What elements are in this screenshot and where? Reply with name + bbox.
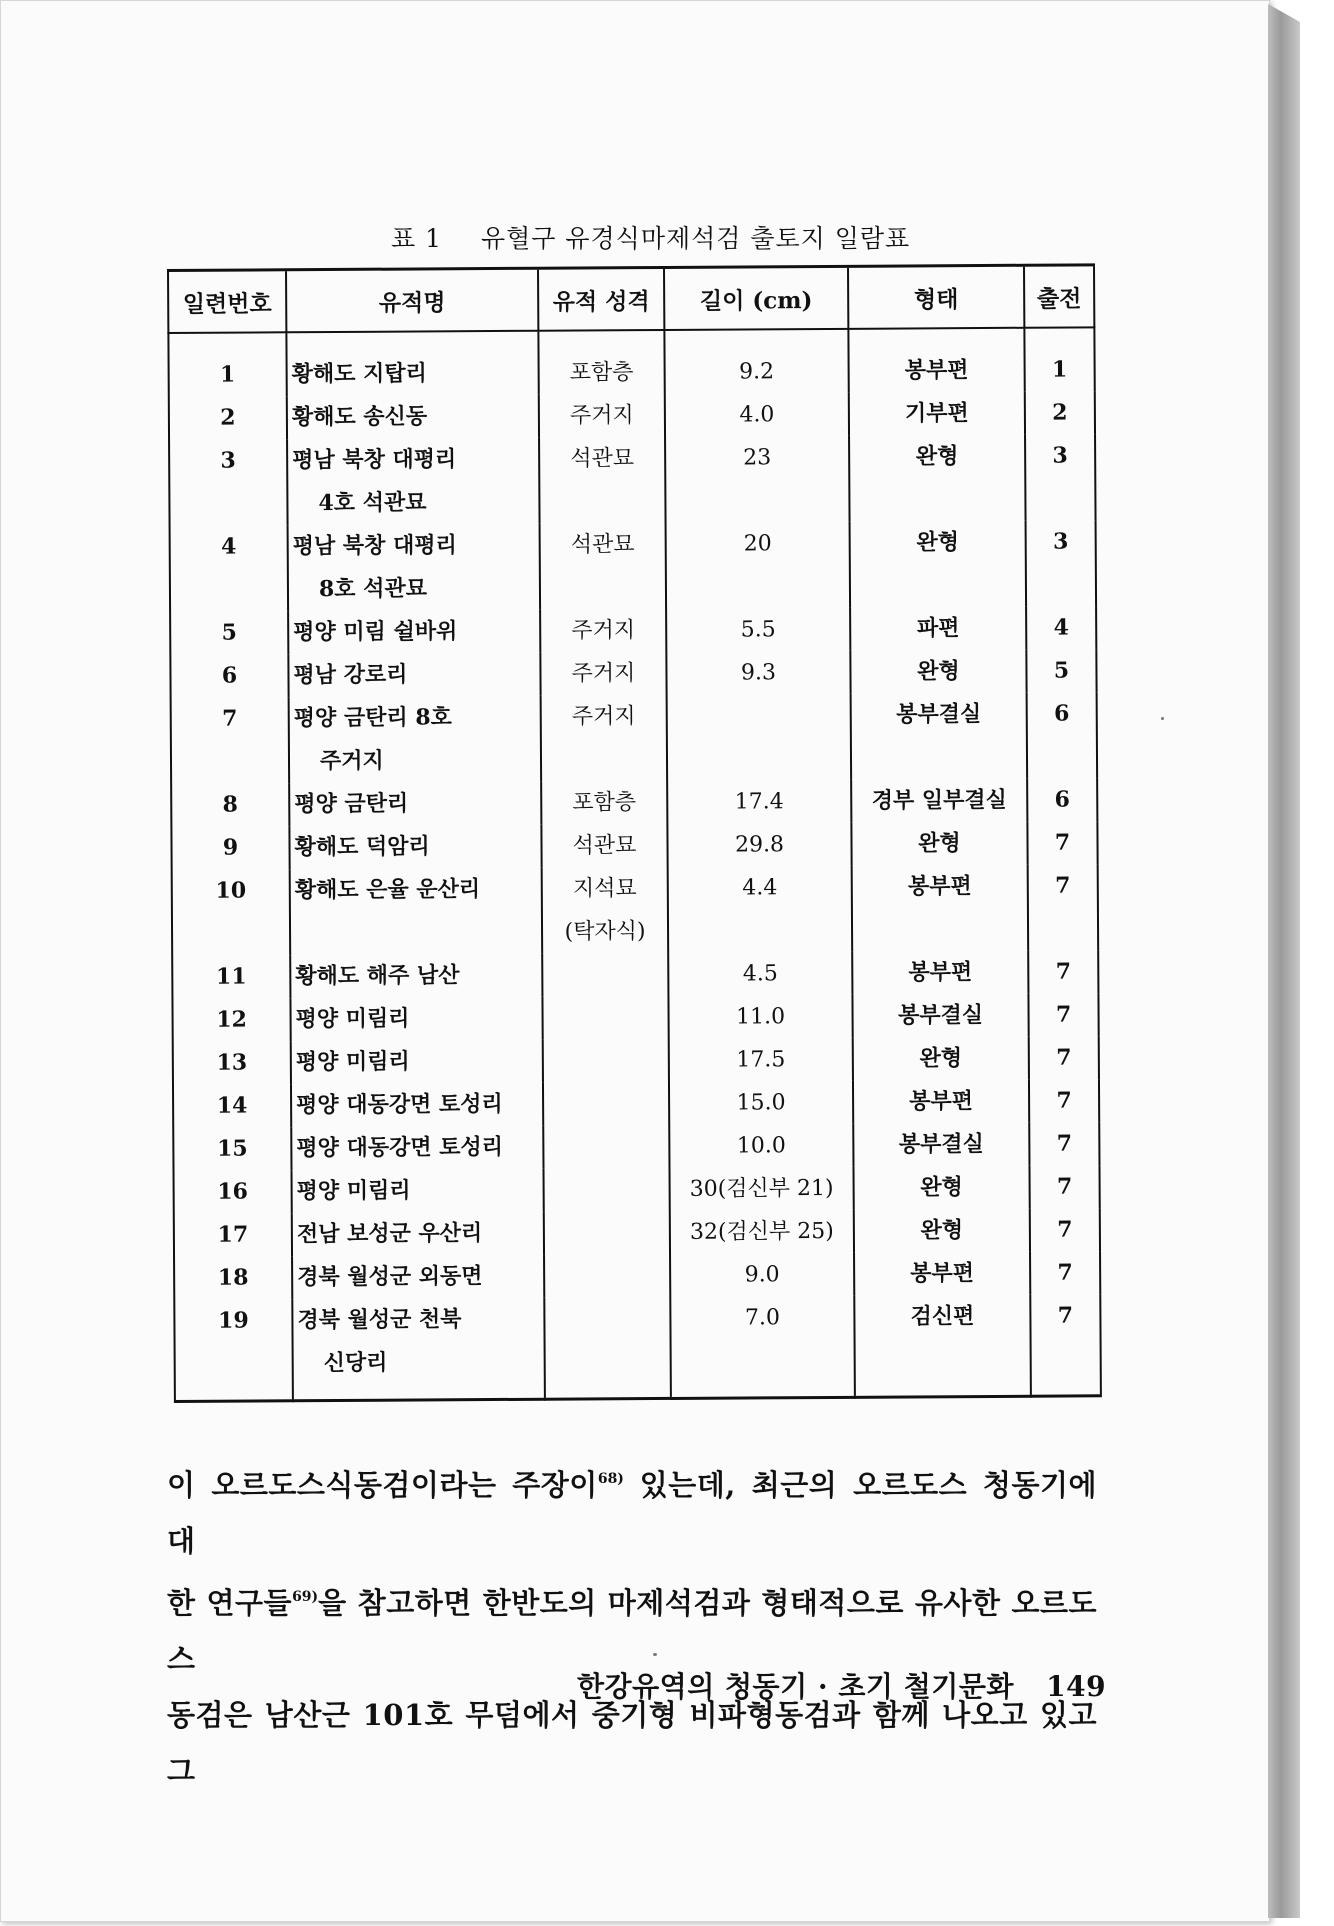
cell-site-name — [291, 1126, 543, 1171]
site-name-line: 황해도 지탑리 — [291, 360, 427, 388]
cell-shape: 봉부편 — [852, 951, 1028, 995]
table-row — [171, 692, 1098, 784]
cell-shape: 봉부편 — [848, 328, 1024, 393]
site-name-line: 평양 금탄리 8호 — [293, 704, 452, 732]
cell-length: 9.3 — [666, 651, 850, 695]
table-row — [171, 778, 1097, 827]
cell-shape: 기부편 — [849, 392, 1025, 436]
cell-shape: 완형 — [853, 1037, 1029, 1081]
table-caption-number: 표 1 — [391, 224, 443, 253]
cell-length: 4.5 — [668, 952, 852, 996]
table-row — [174, 1251, 1100, 1300]
site-character-line: 주거지 — [571, 618, 636, 644]
site-character-line: 주거지 — [571, 704, 636, 730]
site-name-line: 평남 북창 대평리 — [292, 446, 457, 474]
cell-site-character — [541, 781, 667, 825]
cell-shape: 완형 — [851, 822, 1027, 866]
cell-site-name — [292, 1169, 544, 1214]
paragraph-line-3: 동검은 남산근 101호 무덤에서 중기형 비파형동검과 함께 나오고 있고 그 — [167, 1698, 1097, 1788]
cell-site-character — [544, 1297, 671, 1399]
cell-shape: 봉부편 — [852, 865, 1029, 952]
site-name-line: 황해도 해주 남산 — [295, 962, 460, 990]
paper-speck — [653, 1653, 657, 1656]
cell-serial-number: 1 — [168, 332, 286, 397]
cell-site-character — [542, 996, 668, 1040]
cell-site-name — [289, 696, 542, 784]
site-character-line: 주거지 — [569, 403, 634, 429]
cell-site-name — [288, 610, 540, 655]
cell-source: 3 — [1026, 520, 1097, 606]
cell-length: 10.0 — [669, 1124, 853, 1168]
cell-source: 7 — [1029, 1122, 1099, 1165]
cell-site-name — [287, 438, 540, 526]
header-length: 길이 (cm) — [664, 266, 848, 330]
cell-site-character — [544, 1211, 670, 1255]
table-caption-text: 유혈구 유경식마제석검 출토지 일람표 — [480, 224, 911, 253]
cell-shape: 완형 — [850, 650, 1026, 694]
table-row — [172, 950, 1098, 999]
cell-length: 4.0 — [665, 393, 849, 437]
site-name-line: 황해도 덕암리 — [294, 833, 430, 861]
cell-site-character — [539, 394, 665, 438]
site-character-line: 포함층 — [572, 790, 637, 816]
table-row — [174, 1294, 1101, 1401]
cell-serial-number: 16 — [174, 1170, 292, 1214]
paragraph-line-1 — [167, 1451, 1097, 1569]
cell-serial-number: 10 — [172, 869, 291, 956]
site-character-line: 석관묘 — [570, 446, 635, 472]
paragraph-text: 있는데, 최근의 오르도스 청동기에 대 — [167, 1468, 1097, 1558]
body-paragraph — [167, 1451, 1097, 1799]
cell-site-character — [543, 1039, 669, 1083]
table-row — [174, 1208, 1100, 1257]
site-name-line: 경북 월성군 천북 — [297, 1306, 462, 1334]
paragraph-text: 을 참고하면 한반도의 마제석검과 형태적으로 유사한 오르도스 — [167, 1586, 1097, 1676]
header-source: 출전 — [1024, 265, 1094, 328]
cell-source: 7 — [1028, 950, 1098, 993]
cell-shape: 봉부결실 — [853, 1123, 1029, 1167]
cell-length: 17.4 — [667, 780, 851, 824]
cell-serial-number: 19 — [174, 1299, 293, 1401]
cell-serial-number: 14 — [173, 1084, 291, 1128]
cell-shape: 봉부편 — [854, 1252, 1030, 1296]
site-name-line: 경북 월성군 외동면 — [297, 1263, 483, 1291]
cell-source: 3 — [1025, 434, 1096, 520]
cell-site-name — [288, 524, 541, 612]
site-name-continuation: 4호 석관묘 — [318, 489, 427, 517]
cell-length: 5.5 — [666, 608, 850, 652]
cell-site-character — [540, 609, 666, 653]
site-name-line: 황해도 송신동 — [291, 403, 428, 431]
cell-site-character — [538, 330, 664, 395]
cell-source: 7 — [1030, 1208, 1100, 1251]
site-name-line: 황해도 은율 운산리 — [294, 876, 481, 904]
site-character-line: 석관묘 — [570, 532, 635, 558]
site-name-line: 평남 강로리 — [293, 661, 408, 689]
cell-shape: 완형 — [854, 1209, 1030, 1253]
cell-length: 11.0 — [668, 995, 852, 1039]
site-name-line: 평양 대동강면 토성리 — [296, 1133, 504, 1162]
table-row — [173, 1122, 1099, 1171]
table-row — [173, 1036, 1099, 1085]
table-row — [174, 1165, 1100, 1214]
cell-site-character — [539, 437, 666, 524]
cell-serial-number: 18 — [174, 1256, 292, 1300]
header-site-character: 유적 성격 — [538, 267, 664, 330]
cell-shape: 경부 일부결실 — [851, 779, 1027, 823]
cell-serial-number: 13 — [173, 1041, 291, 1085]
cell-site-name — [289, 782, 541, 827]
table-row — [172, 993, 1098, 1042]
cell-source: 7 — [1030, 1294, 1101, 1396]
cell-source: 5 — [1026, 649, 1096, 692]
cell-source: 6 — [1027, 692, 1098, 778]
cell-length: 17.5 — [669, 1038, 853, 1082]
cell-length: 9.0 — [670, 1253, 854, 1297]
cell-source: 7 — [1030, 1251, 1100, 1294]
running-title: 한강유역의 청동기 · 초기 철기문화 — [577, 1670, 1014, 1703]
site-character-line: 포함층 — [569, 360, 634, 386]
cell-site-name — [290, 868, 543, 956]
header-site-name: 유적명 — [286, 268, 538, 332]
cell-length: 32(검신부 25) — [670, 1210, 854, 1254]
running-footer — [577, 1665, 1106, 1705]
site-name-line: 전남 보성군 우산리 — [296, 1220, 483, 1248]
table-body — [168, 327, 1101, 1401]
cell-source: 7 — [1029, 1079, 1099, 1122]
cell-shape: 완형 — [849, 435, 1026, 522]
cell-source: 6 — [1027, 778, 1097, 821]
cell-source: 7 — [1029, 1165, 1099, 1208]
header-serial-number: 일련번호 — [168, 270, 286, 333]
cell-serial-number: 12 — [172, 998, 290, 1042]
cell-site-character — [542, 867, 669, 954]
cell-site-name — [288, 653, 540, 698]
cell-length: 20 — [666, 522, 851, 609]
site-character-line: 석관묘 — [572, 833, 637, 859]
page-number: 149 — [1046, 1670, 1107, 1703]
cell-serial-number: 7 — [171, 697, 290, 784]
cell-site-name — [291, 1083, 543, 1128]
table-row — [170, 520, 1097, 612]
site-name-continuation: 주거지 — [319, 747, 384, 775]
artifact-table — [167, 263, 1102, 1403]
cell-site-name — [290, 997, 542, 1042]
cell-site-name — [292, 1298, 545, 1401]
site-name-line: 평양 미림리 — [295, 1048, 410, 1076]
site-name-continuation: 8호 석관묘 — [318, 575, 428, 603]
cell-site-character — [541, 695, 668, 782]
cell-length: 23 — [665, 436, 850, 523]
paper-speck — [1161, 717, 1164, 720]
cell-source: 1 — [1024, 327, 1094, 391]
cell-serial-number: 6 — [170, 654, 288, 698]
cell-shape: 봉부결실 — [851, 693, 1028, 780]
cell-source: 4 — [1026, 606, 1096, 649]
cell-site-name — [292, 1212, 544, 1257]
cell-site-character — [542, 953, 668, 997]
table-row — [171, 821, 1097, 870]
cell-shape: 검신편 — [854, 1295, 1031, 1398]
cell-length: 4.4 — [668, 866, 853, 953]
cell-site-character — [540, 523, 667, 610]
site-name-line: 평양 대동강면 토성리 — [296, 1090, 503, 1119]
cell-serial-number: 17 — [174, 1213, 292, 1257]
cell-serial-number: 9 — [171, 826, 289, 870]
site-character-continuation: (탁자식) — [564, 919, 646, 945]
site-name-line: 평양 금탄리 — [294, 790, 409, 818]
table-row — [168, 327, 1094, 397]
cell-site-character — [543, 1125, 669, 1169]
cell-serial-number: 8 — [171, 783, 289, 827]
cell-length: 15.0 — [669, 1081, 853, 1125]
cell-length: 29.8 — [667, 823, 851, 867]
cell-serial-number: 4 — [170, 525, 289, 612]
cell-site-name — [286, 331, 538, 397]
cell-site-character — [544, 1254, 670, 1298]
cell-length: 7.0 — [670, 1296, 855, 1399]
site-character-line: 지석묘 — [572, 876, 637, 902]
cell-shape: 봉부편 — [853, 1080, 1029, 1124]
footnote-ref: 69) — [292, 1589, 319, 1605]
cell-serial-number: 5 — [170, 611, 288, 655]
cell-serial-number: 3 — [169, 439, 288, 526]
site-name-line: 평남 북창 대평리 — [292, 532, 457, 560]
cell-site-name — [291, 1040, 543, 1085]
cell-source: 2 — [1025, 391, 1095, 434]
cell-serial-number: 15 — [173, 1127, 291, 1171]
table-row — [170, 606, 1096, 655]
header-shape: 형태 — [848, 265, 1024, 329]
cell-serial-number: 11 — [172, 955, 290, 999]
paragraph-text: 이 오르도스식동검이라는 주장이 — [167, 1468, 598, 1502]
cell-site-character — [543, 1082, 669, 1126]
site-name-line: 평양 미림리 — [295, 1005, 410, 1033]
cell-source: 7 — [1028, 993, 1098, 1036]
cell-source: 7 — [1027, 821, 1097, 864]
cell-site-character — [540, 652, 666, 696]
table-row — [169, 434, 1096, 526]
cell-length — [667, 694, 852, 781]
table-row — [169, 391, 1095, 440]
cell-shape: 봉부결실 — [852, 994, 1028, 1038]
cell-site-name — [290, 954, 542, 999]
cell-serial-number: 2 — [169, 396, 287, 440]
site-name-continuation: 신당리 — [323, 1349, 388, 1377]
paragraph-text: 한 연구들 — [167, 1586, 293, 1620]
footnote-ref: 68) — [597, 1471, 624, 1487]
cell-site-name — [289, 825, 541, 870]
cell-site-character — [544, 1168, 670, 1212]
cell-source: 7 — [1028, 864, 1099, 950]
site-character-line: 주거지 — [571, 661, 636, 687]
cell-site-name — [287, 395, 539, 440]
table-row — [170, 649, 1096, 698]
table-row — [172, 864, 1099, 956]
site-name-line: 평양 미림리 — [296, 1177, 411, 1205]
page-edge-shadow — [1268, 4, 1300, 1918]
cell-site-character — [541, 824, 667, 868]
cell-shape: 완형 — [853, 1166, 1029, 1210]
cell-shape: 완형 — [850, 521, 1027, 608]
table-caption — [391, 219, 910, 255]
table-row — [173, 1079, 1099, 1128]
cell-length: 9.2 — [664, 329, 848, 394]
cell-site-name — [292, 1255, 544, 1300]
cell-shape: 파편 — [850, 607, 1026, 651]
table-header-row — [168, 265, 1094, 333]
cell-length: 30(검신부 21) — [670, 1167, 854, 1211]
site-name-line: 평양 미림 쉴바위 — [293, 618, 458, 646]
cell-source: 7 — [1029, 1036, 1099, 1079]
